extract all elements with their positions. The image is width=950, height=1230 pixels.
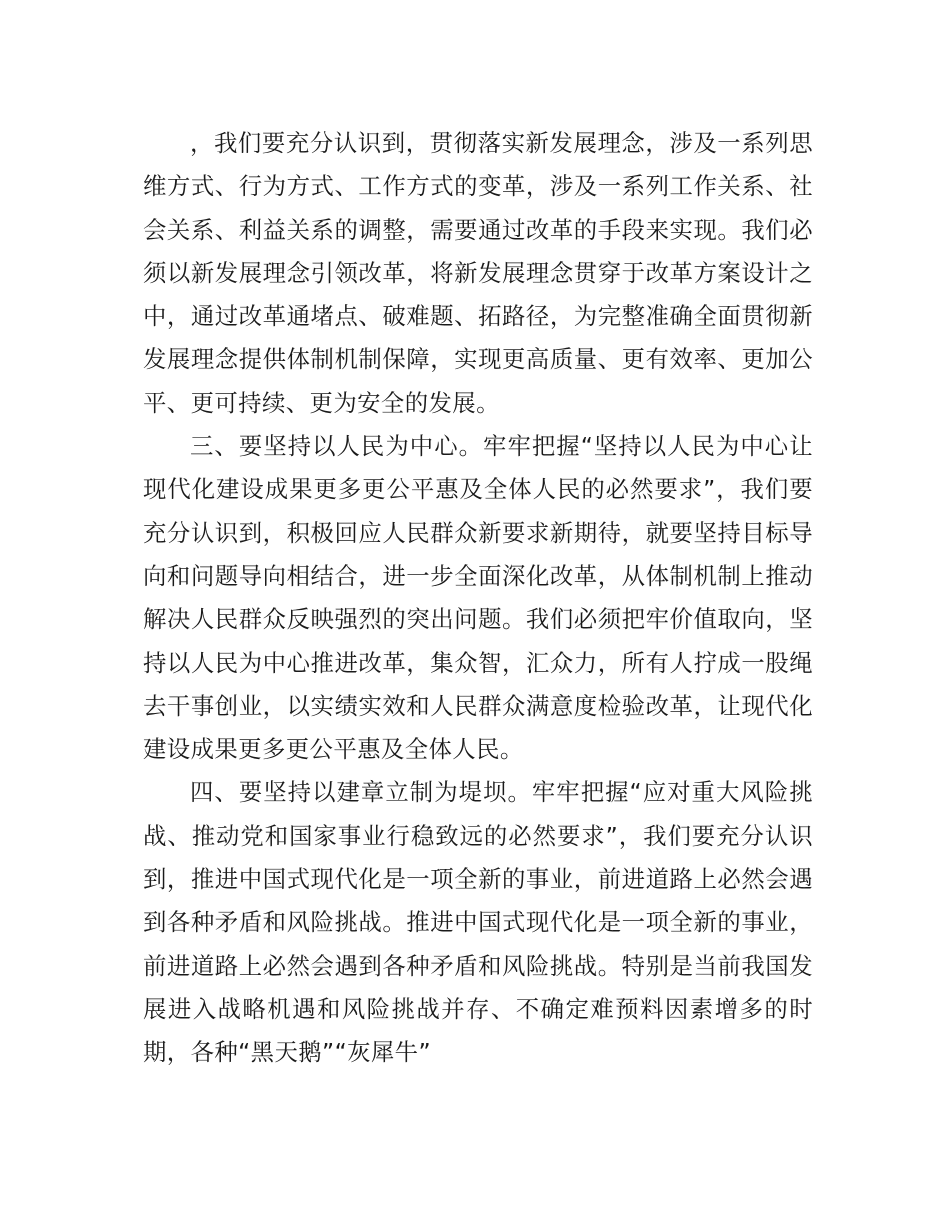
paragraph-people-centered: 三、要坚持以人民为中心。牢牢把握“坚持以人民为中心让现代化建设成果更多更公平惠及全体人民的必然要求”，我们要充分认识到，积极回应人民群众新要求新期待，就要坚持目标导向和问题导向相结合，进一步全面深化改革，从体制机制上推动解决人民群众反映强烈的突出问题。我们必须把牢价值取向，坚持以人民为中心推进改革，集众智，汇众力，所有人拧成一股绳去干事创业，以实绩实效和人民群众满意度检验改革，让现代化建设成果更多更公平惠及全体人民。 — [143, 432, 813, 764]
paragraph-reform-development-concept: ，我们要充分认识到，贯彻落实新发展理念，涉及一系列思维方式、行为方式、工作方式的变革，涉及一系列工作关系、社会关系、利益关系的调整，需要通过改革的手段来实现。我们必须以新发展理念引领改革，将新发展理念贯穿于改革方案设计之中，通过改革通堵点、破难题、拓路径，为完整准确全面贯彻新发展理念提供体制机制保障，实现更高质量、更有效率、更加公平、更可持续、更为安全的发展。 — [143, 129, 813, 417]
document-body — [143, 122, 813, 1075]
paragraph-institution-building: 四、要坚持以建章立制为堤坝。牢牢把握“应对重大风险挑战、推动党和国家事业行稳致远的必然要求”，我们要充分认识到，推进中国式现代化是一项全新的事业，前进道路上必然会遇到各种矛盾和风险挑战。推进中国式现代化是一项全新的事业，前进道路上必然会遇到各种矛盾和风险挑战。特别是当前我国发展进入战略机遇和风险挑战并存、不确定难预料因素增多的时期，各种“黑天鹅”“灰犀牛” — [143, 778, 813, 1067]
